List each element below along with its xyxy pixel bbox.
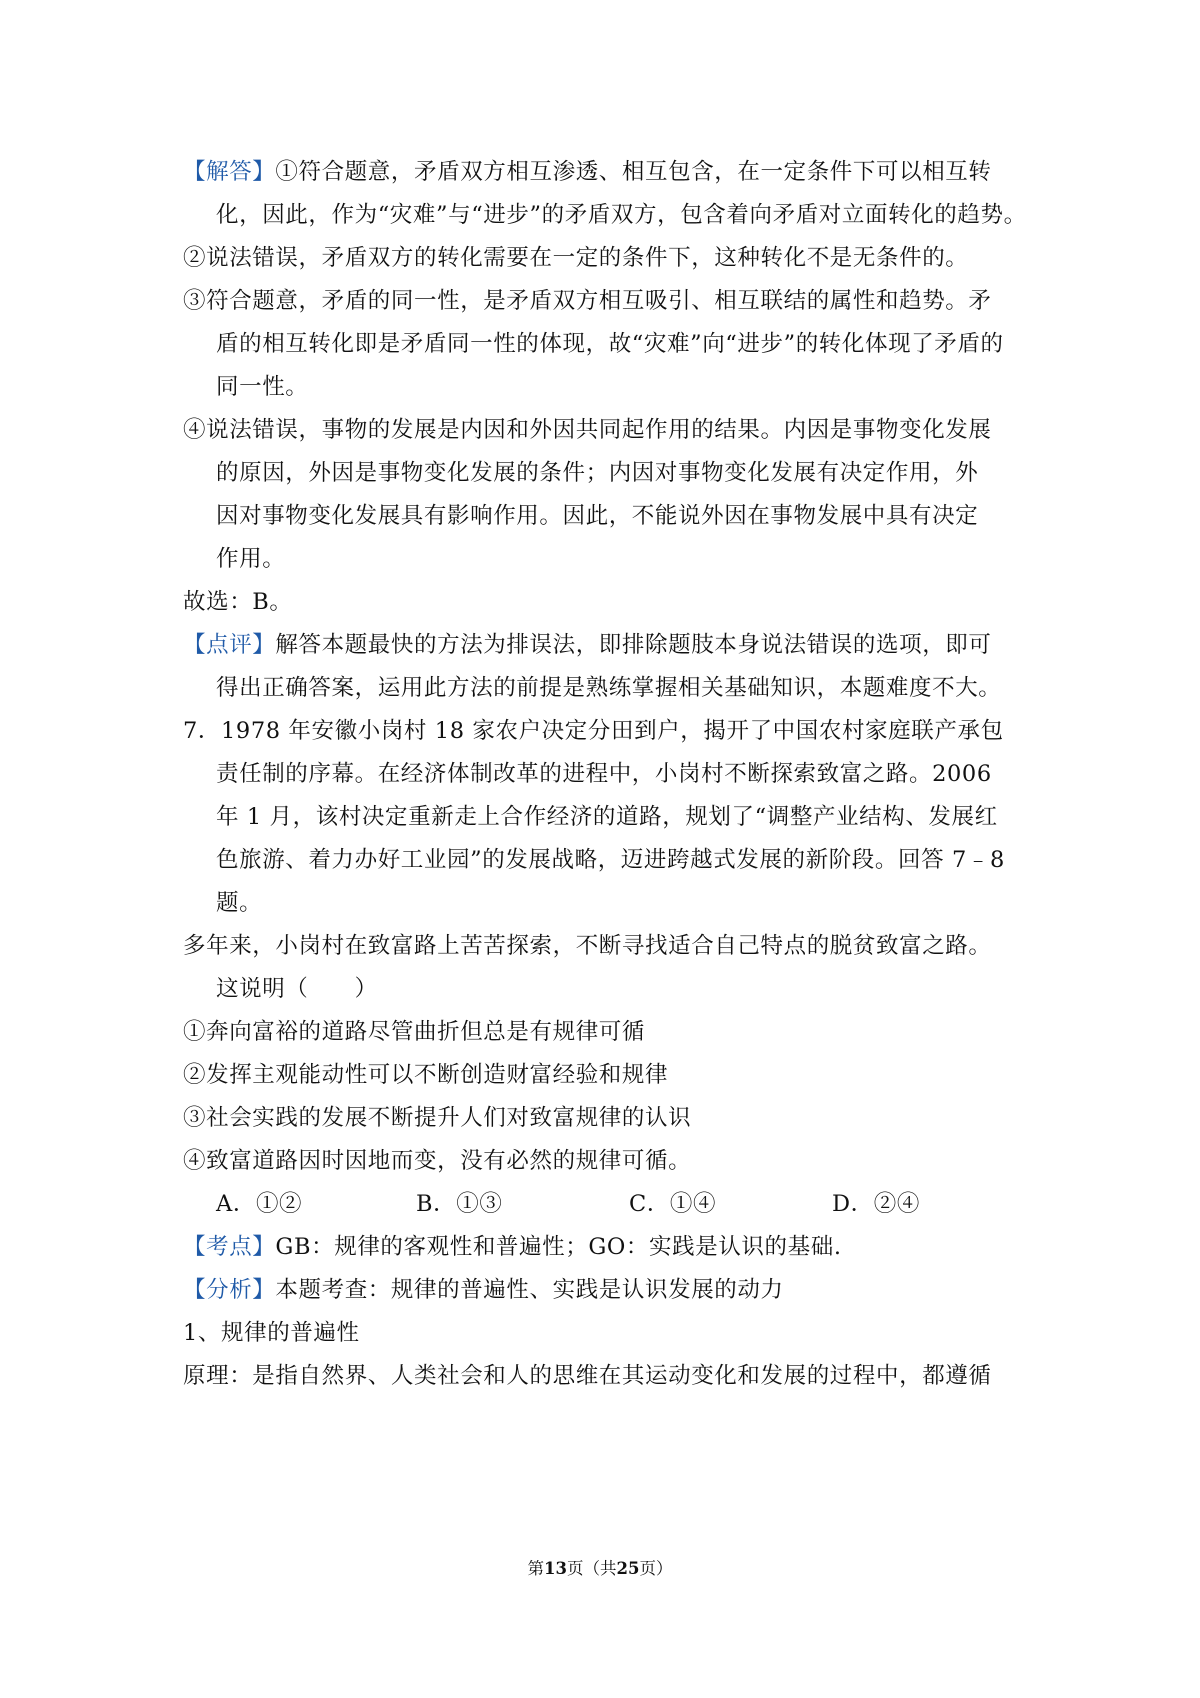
q7-item-2: ②发挥主观能动性可以不断创造财富经验和规律 [183,1062,669,1088]
q7-option-d: D．②④ [832,1191,920,1217]
page-total: 25 [616,1559,640,1578]
q7-item-1: ①奔向富裕的道路尽管曲折但总是有规律可循 [183,1019,646,1045]
answer-line-1 [183,157,992,187]
footer-mid: 页（共 [567,1559,617,1578]
answer-line-7: ④说法错误，事物的发展是内因和外因共同起作用的结果。内因是事物变化发展 [183,417,992,443]
page-footer [0,1558,1200,1580]
answer-line-6: 同一性。 [216,374,309,400]
review-line-1 [183,630,992,660]
q7-line-4: 色旅游、着力办好工业园”的发展战略，迈进跨越式发展的新阶段。回答 7﹣8 [216,847,1005,873]
answer-line-5: 盾的相互转化即是矛盾同一性的体现，故“灾难”向“进步”的转化体现了矛盾的 [216,331,1004,357]
review-text: 解答本题最快的方法为排误法，即排除题肢本身说法错误的选项，即可 [275,632,992,658]
q7-option-c: C．①④ [629,1191,717,1217]
answer-line-8: 的原因，外因是事物变化发展的条件；内因对事物变化发展有决定作用，外 [216,460,979,486]
fenxi-text: 本题考查：规律的普遍性、实践是认识发展的动力 [275,1277,784,1303]
q7-item-3: ③社会实践的发展不断提升人们对致富规律的认识 [183,1105,692,1131]
q7-option-b: B．①③ [416,1191,503,1217]
fenxi-line-3: 原理：是指自然界、人类社会和人的思维在其运动变化和发展的过程中，都遵循 [183,1363,992,1389]
kaodian-text: GB：规律的客观性和普遍性；GO：实践是认识的基础. [275,1234,842,1260]
page-number: 13 [544,1559,567,1578]
q7-line-3: 年 1 月，该村决定重新走上合作经济的道路，规划了“调整产业结构、发展红 [216,804,998,830]
fenxi-line-2: 1、规律的普遍性 [183,1320,360,1346]
kaodian-line [183,1232,842,1262]
kaodian-tag: 【考点】 [183,1234,276,1260]
fenxi-line [183,1275,784,1305]
answer-text: ①符合题意，矛盾双方相互渗透、相互包含，在一定条件下可以相互转 [275,159,992,185]
q7-item-4: ④致富道路因时因地而变，没有必然的规律可循。 [183,1148,692,1174]
q7-line-1: 7．1978 年安徽小岗村 18 家农户决定分田到户，揭开了中国农村家庭联产承包 [183,718,1004,744]
q7-stem-1: 多年来，小岗村在致富路上苦苦探索，不断寻找适合自己特点的脱贫致富之路。 [183,933,992,959]
answer-line-10: 作用。 [216,546,286,572]
answer-choice: 故选：B。 [183,589,293,615]
answer-line-4: ③符合题意，矛盾的同一性，是矛盾双方相互吸引、相互联结的属性和趋势。矛 [183,288,992,314]
answer-line-2: 化，因此，作为“灾难”与“进步”的矛盾双方，包含着向矛盾对立面转化的趋势。 [216,202,1027,228]
answer-line-3: ②说法错误，矛盾双方的转化需要在一定的条件下，这种转化不是无条件的。 [183,245,969,271]
q7-line-2: 责任制的序幕。在经济体制改革的进程中，小岗村不断探索致富之路。2006 [216,761,992,787]
answer-line-9: 因对事物变化发展具有影响作用。因此，不能说外因在事物发展中具有决定 [216,503,979,529]
q7-line-5: 题。 [216,890,263,916]
q7-stem-2: 这说明（ ） [216,976,378,1002]
footer-suffix: 页） [639,1559,673,1578]
fenxi-tag: 【分析】 [183,1277,276,1303]
review-line-2: 得出正确答案，运用此方法的前提是熟练掌握相关基础知识，本题难度不大。 [216,675,1002,701]
footer-prefix: 第 [527,1559,545,1578]
q7-option-a: A．①② [216,1191,303,1217]
review-tag: 【点评】 [183,632,276,658]
answer-tag: 【解答】 [183,159,276,185]
